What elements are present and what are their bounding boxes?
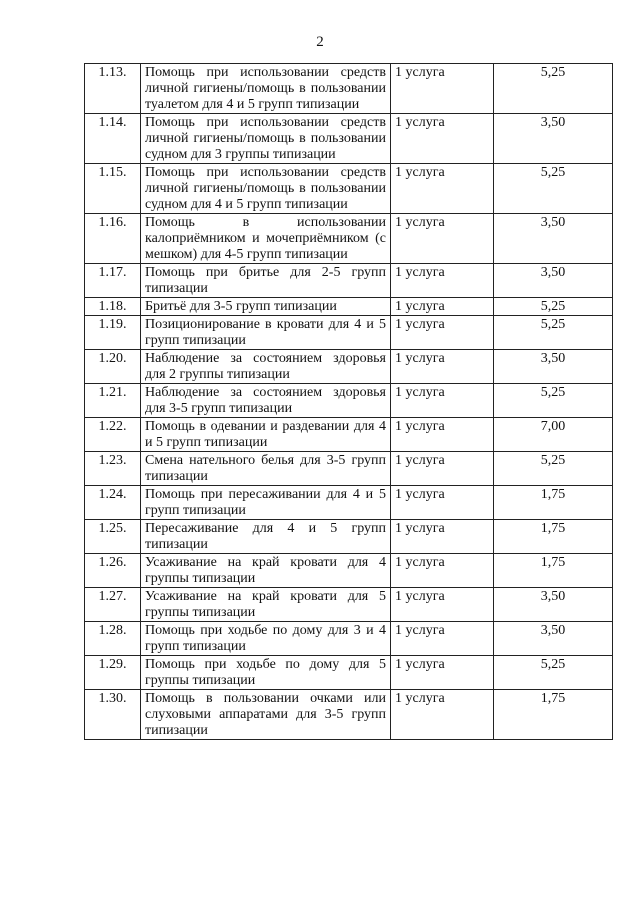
table-row <box>85 384 613 418</box>
service-unit: 1 услуга <box>391 350 494 384</box>
service-name: Усаживание на край кровати для 5 группы типизации <box>141 588 391 622</box>
table-row <box>85 214 613 264</box>
service-unit: 1 услуга <box>391 520 494 554</box>
service-unit: 1 услуга <box>391 656 494 690</box>
table-row <box>85 316 613 350</box>
service-price: 1,75 <box>494 520 613 554</box>
service-name: Позиционирование в кровати для 4 и 5 групп типизации <box>141 316 391 350</box>
service-unit: 1 услуга <box>391 264 494 298</box>
row-number: 1.29. <box>85 656 141 690</box>
service-unit: 1 услуга <box>391 690 494 740</box>
service-price: 3,50 <box>494 622 613 656</box>
row-number: 1.16. <box>85 214 141 264</box>
row-number: 1.30. <box>85 690 141 740</box>
service-name: Смена нательного белья для 3-5 групп типизации <box>141 452 391 486</box>
row-number: 1.25. <box>85 520 141 554</box>
service-name: Пересаживание для 4 и 5 групп типизации <box>141 520 391 554</box>
table-row <box>85 350 613 384</box>
row-number: 1.18. <box>85 298 141 316</box>
table-row <box>85 418 613 452</box>
services-table <box>84 63 613 740</box>
service-name: Помощь при использовании средств личной гигиены/помощь в пользовании судном для 4 и 5 групп типизации <box>141 164 391 214</box>
table-row <box>85 452 613 486</box>
service-price: 3,50 <box>494 114 613 164</box>
service-price: 5,25 <box>494 64 613 114</box>
row-number: 1.15. <box>85 164 141 214</box>
service-name: Помощь при пересаживании для 4 и 5 групп типизации <box>141 486 391 520</box>
service-name: Помощь при ходьбе по дому для 5 группы типизации <box>141 656 391 690</box>
service-unit: 1 услуга <box>391 64 494 114</box>
table-row <box>85 588 613 622</box>
service-price: 3,50 <box>494 588 613 622</box>
row-number: 1.28. <box>85 622 141 656</box>
row-number: 1.23. <box>85 452 141 486</box>
service-price: 1,75 <box>494 554 613 588</box>
service-name: Помощь в пользовании очками или слуховыми аппаратами для 3-5 групп типизации <box>141 690 391 740</box>
row-number: 1.27. <box>85 588 141 622</box>
table-row <box>85 622 613 656</box>
service-unit: 1 услуга <box>391 316 494 350</box>
row-number: 1.21. <box>85 384 141 418</box>
service-unit: 1 услуга <box>391 114 494 164</box>
service-unit: 1 услуга <box>391 214 494 264</box>
table-row <box>85 298 613 316</box>
row-number: 1.24. <box>85 486 141 520</box>
row-number: 1.22. <box>85 418 141 452</box>
row-number: 1.26. <box>85 554 141 588</box>
page-number: 2 <box>316 34 324 50</box>
service-name: Помощь в одевании и раздевании для 4 и 5 групп типизации <box>141 418 391 452</box>
table-row <box>85 114 613 164</box>
row-number: 1.19. <box>85 316 141 350</box>
service-unit: 1 услуга <box>391 622 494 656</box>
row-number: 1.13. <box>85 64 141 114</box>
service-name: Помощь при ходьбе по дому для 3 и 4 групп типизации <box>141 622 391 656</box>
service-unit: 1 услуга <box>391 554 494 588</box>
service-name: Помощь при использовании средств личной гигиены/помощь в пользовании судном для 3 группы типизации <box>141 114 391 164</box>
service-price: 7,00 <box>494 418 613 452</box>
table-row <box>85 164 613 214</box>
service-unit: 1 услуга <box>391 298 494 316</box>
table-row <box>85 520 613 554</box>
service-price: 5,25 <box>494 452 613 486</box>
service-price: 1,75 <box>494 486 613 520</box>
service-price: 3,50 <box>494 264 613 298</box>
service-unit: 1 услуга <box>391 384 494 418</box>
service-price: 5,25 <box>494 164 613 214</box>
table-row <box>85 690 613 740</box>
service-unit: 1 услуга <box>391 418 494 452</box>
service-price: 5,25 <box>494 298 613 316</box>
service-unit: 1 услуга <box>391 164 494 214</box>
service-name: Усаживание на край кровати для 4 группы типизации <box>141 554 391 588</box>
table-row <box>85 656 613 690</box>
service-unit: 1 услуга <box>391 486 494 520</box>
service-name: Бритьё для 3-5 групп типизации <box>141 298 391 316</box>
service-price: 3,50 <box>494 214 613 264</box>
service-name: Помощь в использовании калоприёмником и мочеприёмником (с мешком) для 4-5 групп типизации <box>141 214 391 264</box>
service-price: 3,50 <box>494 350 613 384</box>
service-name: Помощь при бритье для 2-5 групп типизации <box>141 264 391 298</box>
table-row <box>85 264 613 298</box>
service-price: 1,75 <box>494 690 613 740</box>
row-number: 1.14. <box>85 114 141 164</box>
service-price: 5,25 <box>494 384 613 418</box>
service-unit: 1 услуга <box>391 588 494 622</box>
row-number: 1.17. <box>85 264 141 298</box>
table-row <box>85 486 613 520</box>
service-name: Наблюдение за состоянием здоровья для 2 группы типизации <box>141 350 391 384</box>
service-name: Наблюдение за состоянием здоровья для 3-5 групп типизации <box>141 384 391 418</box>
service-name: Помощь при использовании средств личной гигиены/помощь в пользовании туалетом для 4 и 5 групп типизации <box>141 64 391 114</box>
service-price: 5,25 <box>494 656 613 690</box>
service-price: 5,25 <box>494 316 613 350</box>
table-row <box>85 554 613 588</box>
service-unit: 1 услуга <box>391 452 494 486</box>
row-number: 1.20. <box>85 350 141 384</box>
table-row <box>85 64 613 114</box>
